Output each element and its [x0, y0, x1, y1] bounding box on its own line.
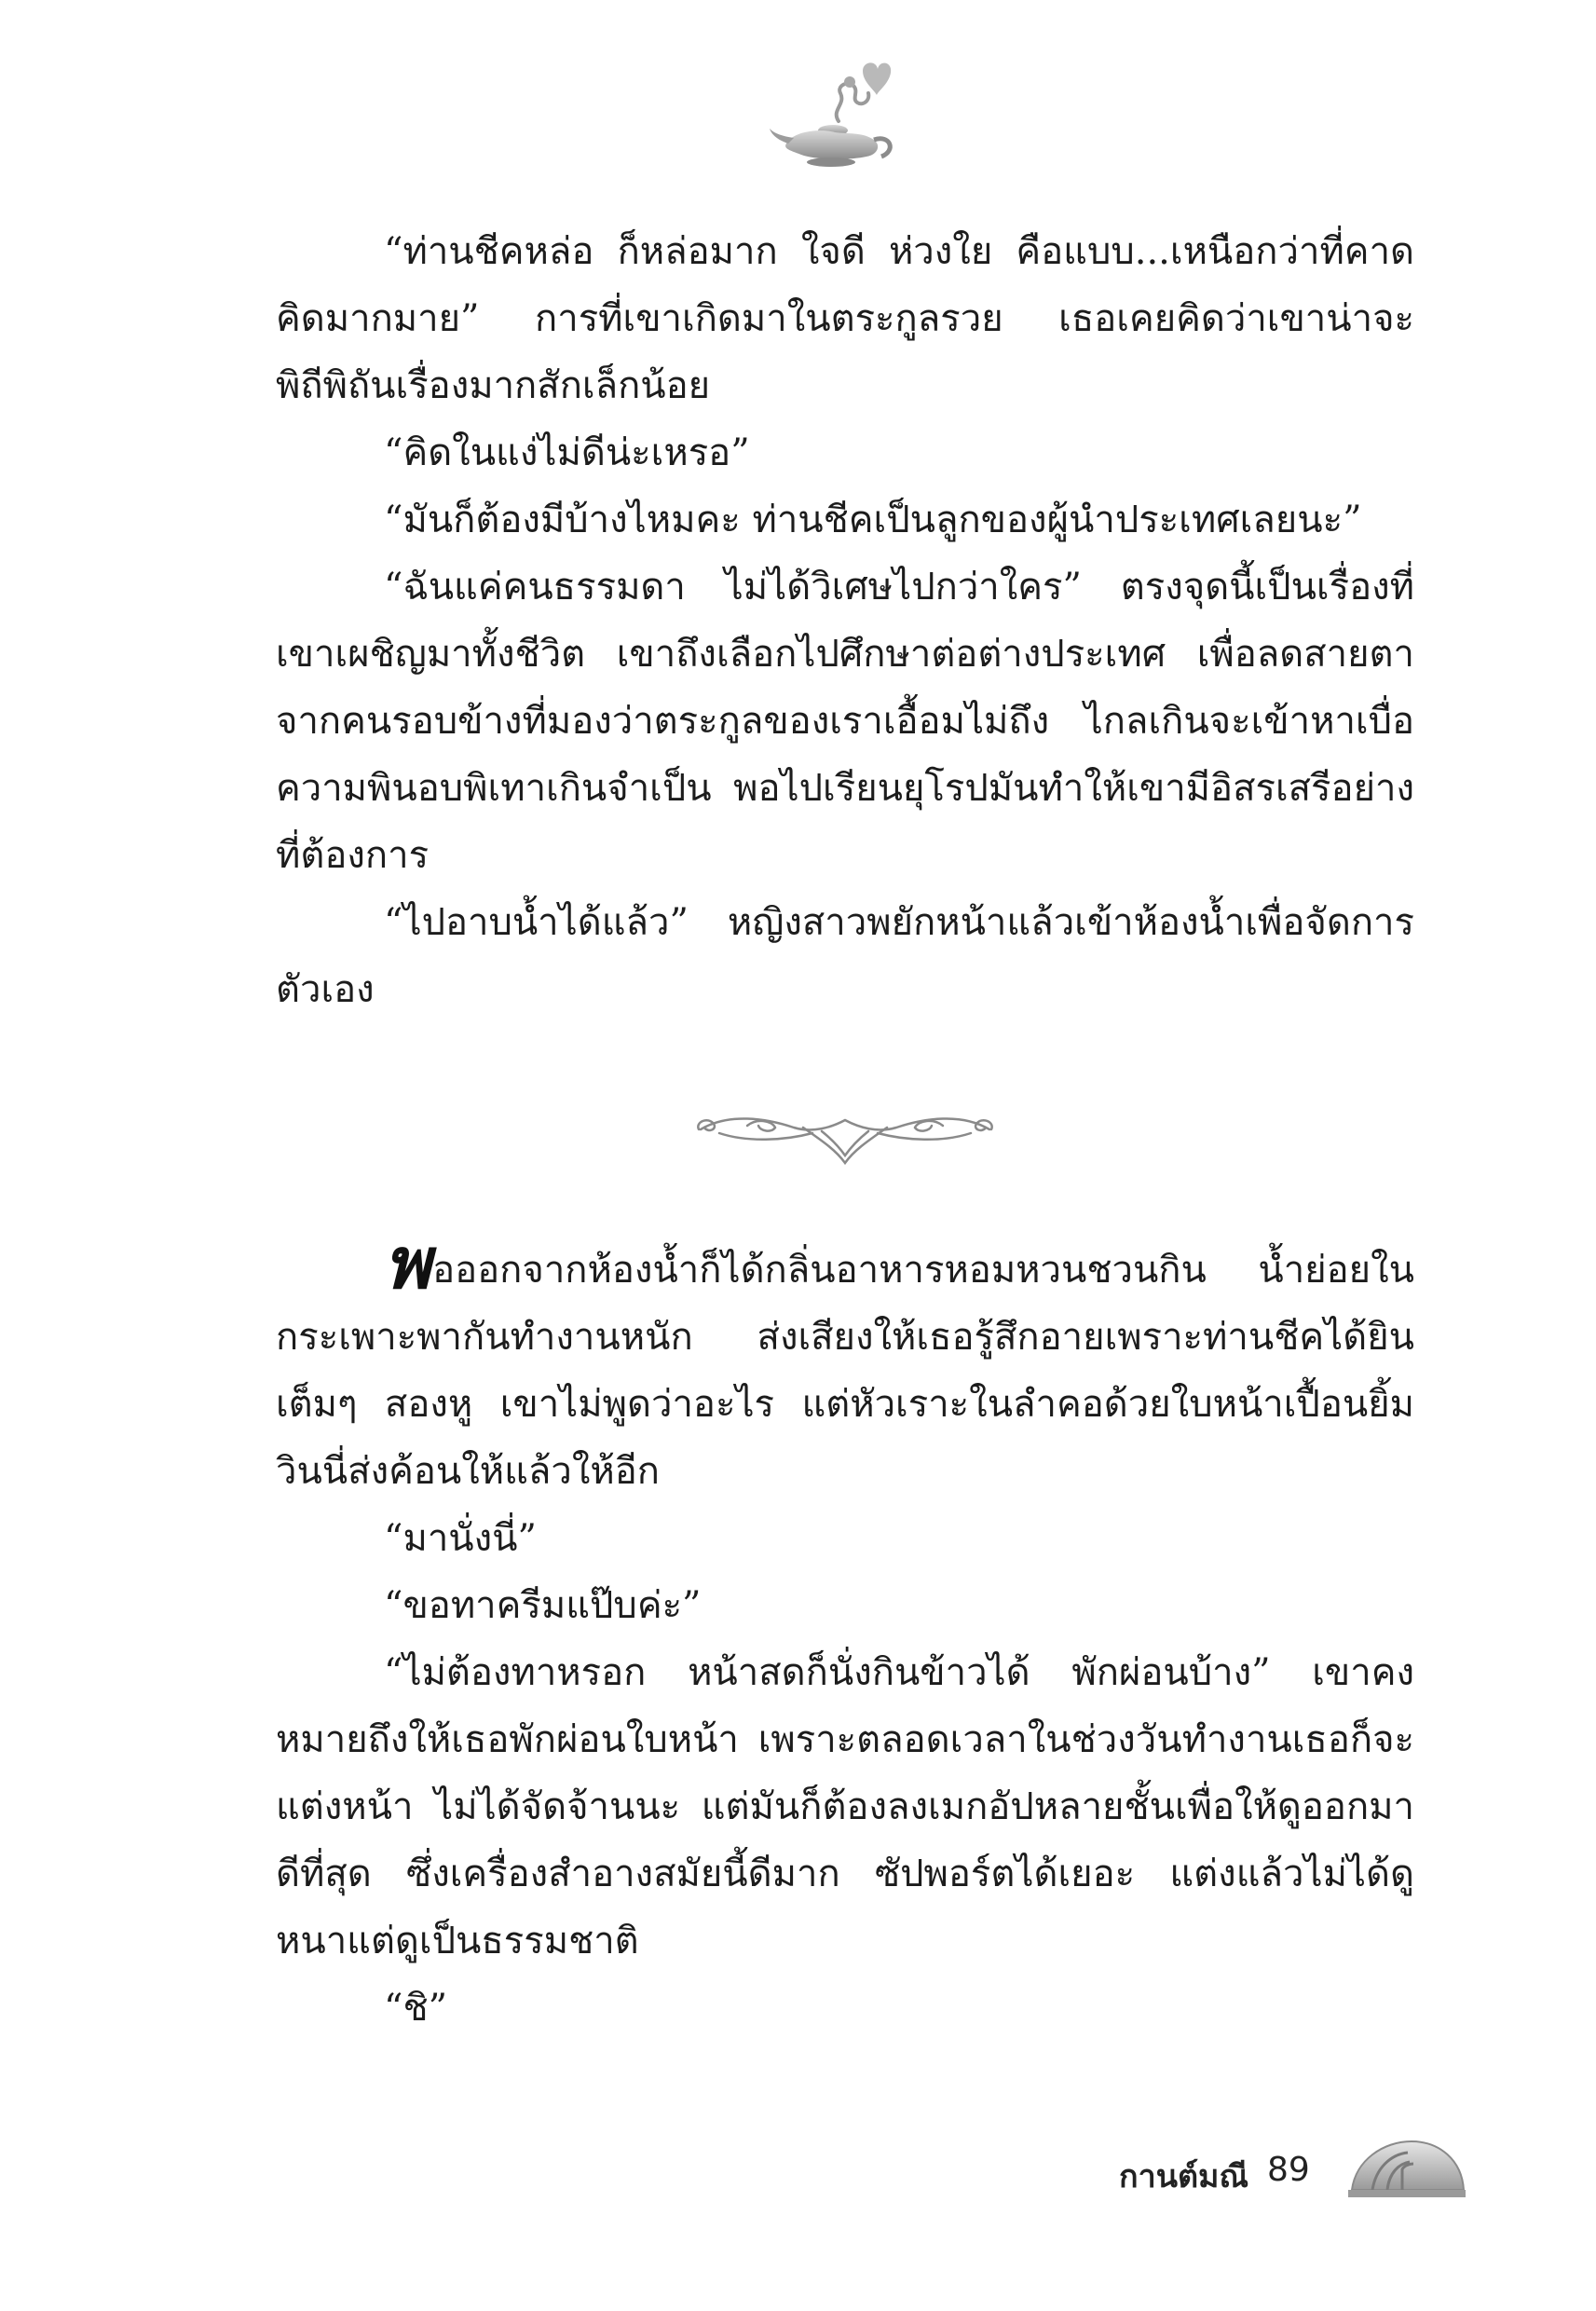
drop-cap: พ: [384, 1222, 431, 1305]
paragraph: “ท่านชีคหล่อ ก็หล่อมาก ใจดี ห่วงใย คือแบบ...เหนือกว่าที่คาดคิดมากมาย” การที่เขาเกิดมาในตระกูลรวย เธอเคยคิดว่าเขาน่าจะพิถีพิถันเรื่องมากสักเล็กน้อย: [276, 230, 1414, 407]
book-title: กานต์มณี: [1119, 2158, 1248, 2195]
paragraph-with-dropcap: [276, 1222, 1414, 1505]
paragraph: “ไปอาบน้ำได้แล้ว” หญิงสาวพยักหน้าแล้วเข้าห้องน้ำเพื่อจัดการตัวเอง: [276, 901, 1414, 1011]
paragraph: “ฉันแค่คนธรรมดา ไม่ได้วิเศษไปกว่าใคร” ตรงจุดนี้เป็นเรื่องที่เขาเผชิญมาทั้งชีวิต เขาถึงเลือกไปศึกษาต่อต่างประเทศ เพื่อลดสายตาจากคนรอบข้างที่มองว่าตระกูลของเราเอื้อมไม่ถึง ไกลเกินจะเข้าหาเบื่อความพินอบพิเทาเกินจำเป็น พอไปเรียนยุโรปมันทำให้เขามีอิสรเสรีอย่างที่ต้องการ: [276, 566, 1414, 877]
flourish-divider-icon: [691, 1100, 999, 1174]
paragraph: “มันก็ต้องมีบ้างไหมคะ ท่านชีคเป็นลูกของผู้นำประเทศเลยนะ”: [384, 499, 1362, 541]
section-1-text: [276, 218, 1414, 1023]
paragraph-text: อออกจากห้องน้ำก็ได้กลิ่นอาหารหอมหวนชวนกิน น้ำย่อยในกระเพาะพากันทำงานหนัก ส่งเสียงให้เธอรู้สึกอายเพราะท่านชีคได้ยินเต็มๆ สองหู เขาไม่พูดว่าอะไร แต่หัวเราะในลำคอด้วยใบหน้าเปื้อนยิ้ม วินนี่ส่งค้อนให้แล้วให้อีก: [276, 1249, 1414, 1493]
paragraph: “ชิ”: [384, 1987, 448, 2030]
page-number: 89: [1267, 2151, 1310, 2189]
lamp-dome-icon: [1346, 2132, 1467, 2207]
paragraph: “คิดในแง่ไม่ดีน่ะเหรอ”: [384, 431, 750, 474]
paragraph: “ไม่ต้องทาหรอก หน้าสดก็นั่งกินข้าวได้ พักผ่อนบ้าง” เขาคงหมายถึงให้เธอพักผ่อนใบหน้า เพราะตลอดเวลาในช่วงวันทำงานเธอก็จะแต่งหน้า ไม่ได้จัดจ้านนะ แต่มันก็ต้องลงเมกอัปหลายชั้นเพื่อให้ดูออกมาดีที่สุด ซึ่งเครื่องสำอางสมัยนี้ดีมาก ซัปพอร์ตได้เยอะ แต่งแล้วไม่ได้ดูหนาแต่ดูเป็นธรรมชาติ: [276, 1651, 1414, 1962]
genie-lamp-heart-icon: [766, 54, 906, 175]
paragraph: “ขอทาครีมแป๊บค่ะ”: [384, 1584, 702, 1627]
section-2-text: [276, 1222, 1414, 2042]
paragraph: “มานั่งนี่”: [384, 1517, 537, 1560]
page-footer: [988, 2132, 1547, 2216]
